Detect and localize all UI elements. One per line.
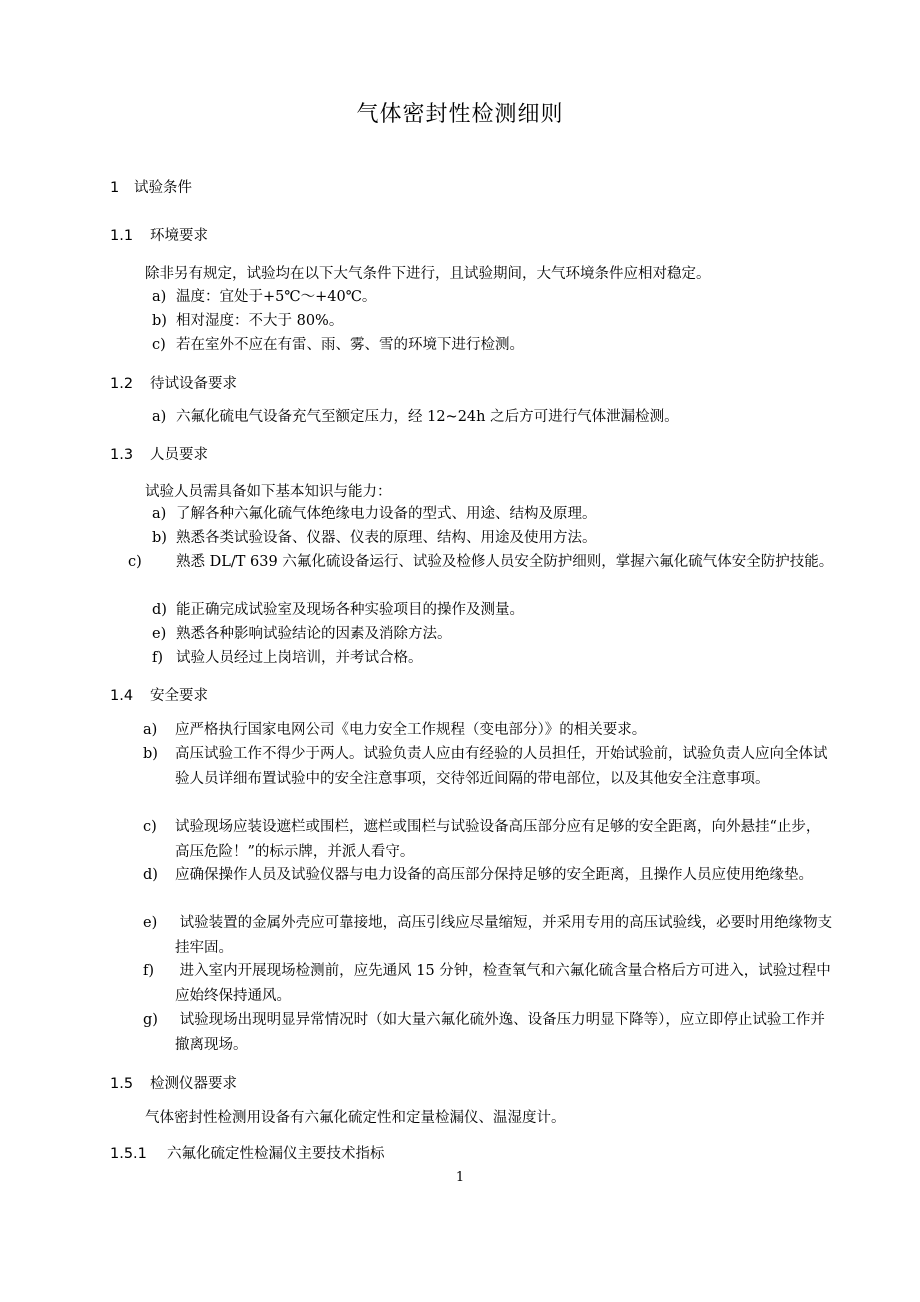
list-item: c) 熟悉 DL/T 639 六氟化硫设备运行、试验及检修人员安全防护细则，掌握六氟化硫气体安全防护技能。 (128, 554, 834, 570)
env-intro: 除非另有规定，试验均在以下大气条件下进行，且试验期间，大气环境条件应相对稳定。 (145, 266, 711, 282)
section-heading-1 (110, 176, 192, 197)
list-item: e) 试验装置的金属外壳应可靠接地，高压引线应尽量缩短，并采用专用的高压试验线，必要时用绝缘物支挂牢固。 (143, 915, 833, 956)
section-number: 1.3 (110, 447, 134, 463)
list-item: d) 应确保操作人员及试验仪器与电力设备的高压部分保持足够的安全距离，且操作人员应使用绝缘垫。 (143, 867, 813, 883)
list-item: e) 熟悉各种影响试验结论的因素及消除方法。 (152, 626, 452, 642)
section-heading-1-2 (110, 372, 237, 393)
page-number: 1 (455, 1170, 465, 1185)
section-number: 1.4 (110, 688, 134, 704)
section-heading-1-5 (110, 1072, 237, 1093)
list-item: a) 六氟化硫电气设备充气至额定压力，经 12~24h 之后方可进行气体泄漏检测。 (152, 409, 679, 425)
list-item: c) 试验现场应装设遮栏或围栏，遮栏或围栏与试验设备高压部分应有足够的安全距离，向外悬挂“止步，高压危险！”的标示牌，并派人看守。 (143, 819, 821, 860)
section-label: 六氟化硫定性检漏仪主要技术指标 (167, 1146, 385, 1162)
list-item: f) 试验人员经过上岗培训，并考试合格。 (152, 650, 423, 666)
section-number: 1.5 (110, 1076, 134, 1092)
section-label: 检测仪器要求 (150, 1076, 237, 1092)
section-number: 1 (110, 180, 120, 196)
section-label: 人员要求 (150, 447, 208, 463)
list-item: f) 进入室内开展现场检测前，应先通风 15 分钟，检查氧气和六氟化硫含量合格后方可进入，试验过程中应始终保持通风。 (143, 963, 831, 1004)
list-item: c) 若在室外不应在有雷、雨、雾、雪的环境下进行检测。 (152, 337, 524, 353)
section-heading-1-1 (110, 224, 208, 245)
section-number: 1.5.1 (110, 1146, 147, 1162)
personnel-intro: 试验人员需具备如下基本知识与能力： (145, 484, 392, 500)
list-item: b) 熟悉各类试验设备、仪器、仪表的原理、结构、用途及使用方法。 (152, 530, 597, 546)
page-title: 气体密封性检测细则 (356, 102, 564, 127)
section-label: 环境要求 (150, 228, 208, 244)
list-item: b) 高压试验工作不得少于两人。试验负责人应由有经验的人员担任，开始试验前，试验负责人应向全体试验人员详细布置试验中的安全注意事项，交待邻近间隔的带电部位，以及其他安全注意事项。 (143, 746, 828, 787)
section-heading-1-4 (110, 684, 208, 705)
section-heading-1-3 (110, 443, 208, 464)
list-item: a) 了解各种六氟化硫气体绝缘电力设备的型式、用途、结构及原理。 (152, 506, 597, 522)
list-item: d) 能正确完成试验室及现场各种实验项目的操作及测量。 (152, 602, 524, 618)
list-item: b) 相对湿度：不大于 80%。 (152, 313, 344, 329)
section-label: 安全要求 (150, 688, 208, 704)
section-label: 待试设备要求 (150, 376, 237, 392)
list-item: a) 应严格执行国家电网公司《电力安全工作规程（变电部分）》的相关要求。 (143, 722, 647, 738)
section-heading-1-5-1 (110, 1142, 385, 1163)
list-item: a) 温度：宜处于+5℃～+40℃。 (152, 289, 377, 305)
section-number: 1.2 (110, 376, 134, 392)
instruments-intro: 气体密封性检测用设备有六氟化硫定性和定量检漏仪、温湿度计。 (145, 1110, 566, 1126)
section-number: 1.1 (110, 228, 134, 244)
list-item: g) 试验现场出现明显异常情况时（如大量六氟化硫外逸、设备压力明显下降等），应立即停止试验工作并撤离现场。 (143, 1012, 825, 1053)
section-label: 试验条件 (134, 180, 192, 196)
